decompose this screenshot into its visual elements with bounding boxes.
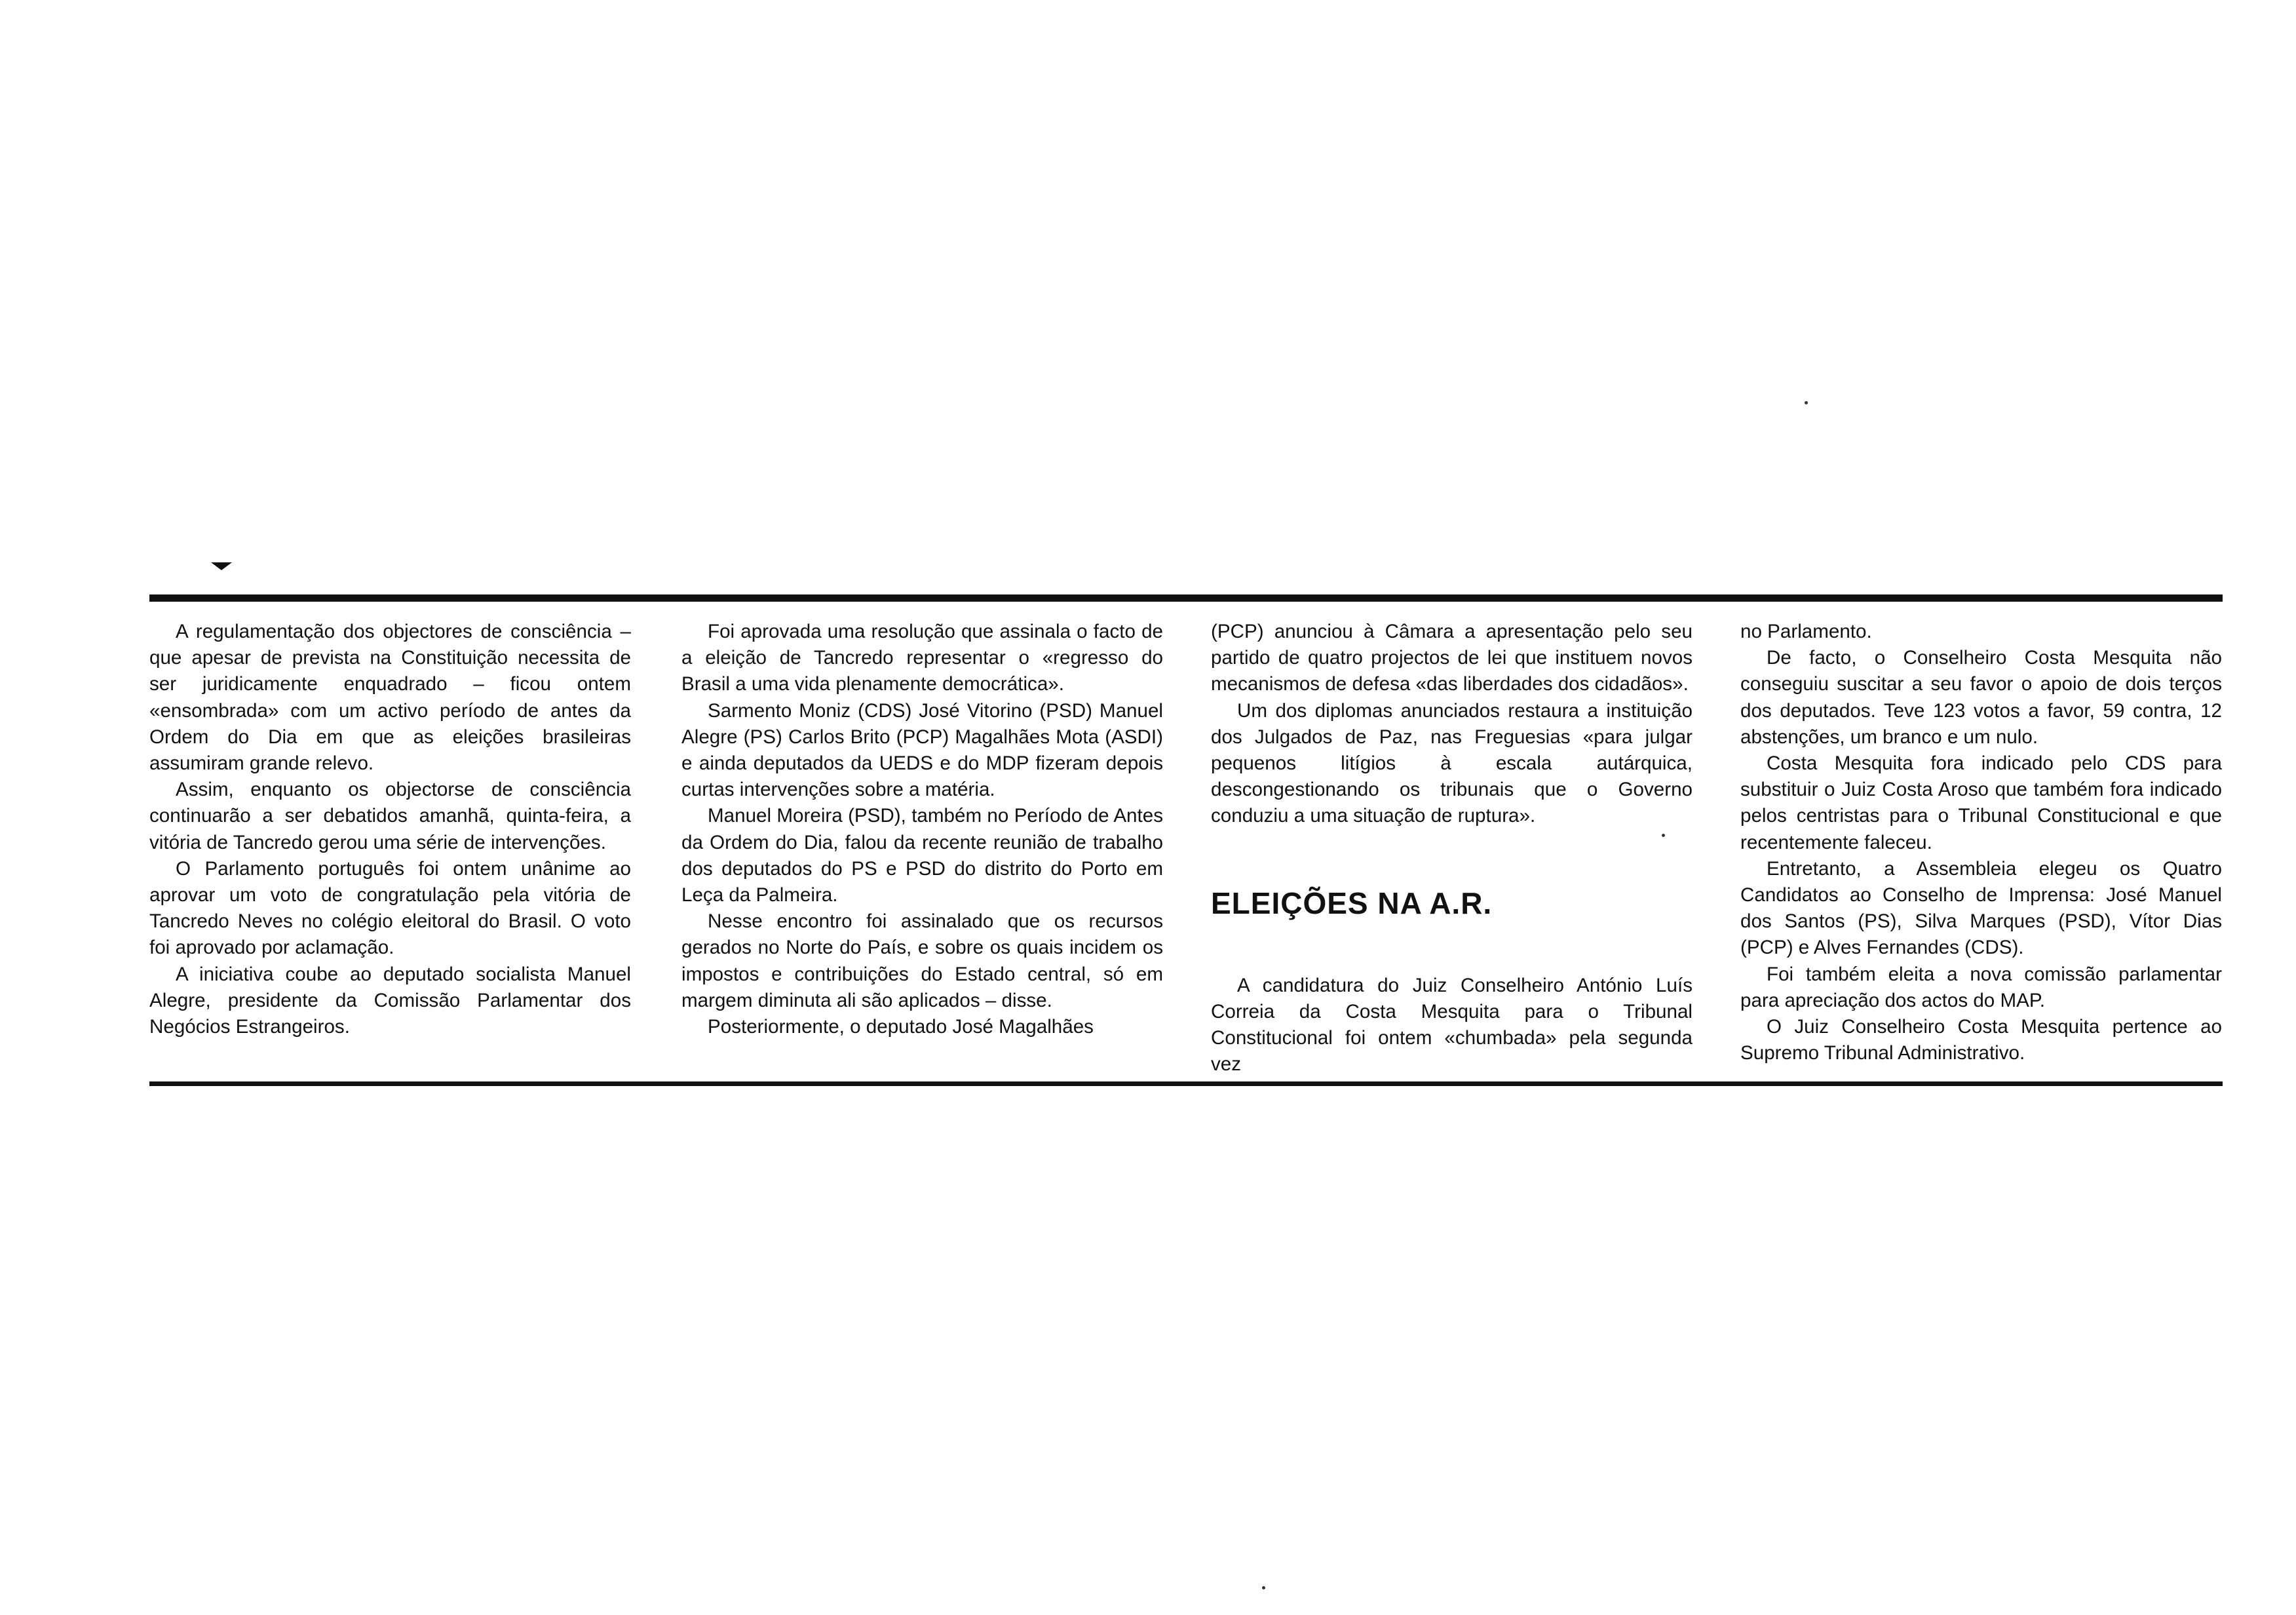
ink-speck <box>1805 401 1808 404</box>
top-rule <box>149 594 2223 602</box>
paragraph: A candidatura do Juiz Conselheiro António Luís Correia da Costa Mesquita para o Tribunal Constitucional foi ontem «chumbada» pela segunda vez <box>1211 974 1693 1076</box>
article-column-4 <box>1740 619 2222 1066</box>
paragraph: Nesse encontro foi assinalado que os recursos gerados no Norte do País, e sobre os quais incidem os impostos e contribuições do Estado central, só em margem diminuta ali são aplicados – disse. <box>681 910 1163 1011</box>
paragraph: Posteriormente, o deputado José Magalhães <box>708 1016 1094 1038</box>
paragraph: Foi aprovada uma resolução que assinala o facto de a eleição de Tancredo representar o «regresso do Brasil a uma vida plenamente democrática». <box>681 621 1163 695</box>
paragraph: O Parlamento português foi ontem unânime ao aprovar um voto de congratulação pela vitória de Tancredo Neves no colégio eleitoral do Brasil. O voto foi aprovado por aclamação. <box>149 857 631 959</box>
paragraph: De facto, o Conselheiro Costa Mesquita não conseguiu suscitar a seu favor o apoio de dois terços dos deputados. Teve 123 votos a favor, 59 contra, 12 abstenções, um branco e um nulo. <box>1740 647 2222 748</box>
paragraph: A regulamentação dos objectores de consciência – que apesar de prevista na Constituição necessita de ser juridicamente enquadrado – ficou ontem «ensombrada» com um activo período de antes da Ordem do Dia em que as eleições brasileiras assumiram grande relevo. <box>149 621 631 775</box>
paragraph: Manuel Moreira (PSD), também no Período de Antes da Ordem do Dia, falou da recente reunião de trabalho dos deputados do PS e PSD do distrito do Porto em Leça da Palmeira. <box>681 805 1163 906</box>
paragraph: Costa Mesquita fora indicado pelo CDS para substituir o Juiz Costa Aroso que também fora indicado pelos centristas para o Tribunal Constitucional e que recentemente faleceu. <box>1740 752 2222 853</box>
paragraph-continuation: (PCP) anunciou à Câmara a apresentação pelo seu partido de quatro projectos de lei que instituem novos mecanismos de defesa «das liberdades dos cidadãos». <box>1211 621 1693 695</box>
paragraph: Entretanto, a Assembleia elegeu os Quatro Candidatos ao Conselho de Imprensa: José Manuel dos Santos (PS), Silva Marques (PSD), Vítor Dias (PCP) e Alves Fernandes (CDS). <box>1740 857 2222 959</box>
paragraph: Sarmento Moniz (CDS) José Vitorino (PSD) Manuel Alegre (PS) Carlos Brito (PCP) Magalhães Mota (ASDI) e ainda deputados da UEDS e do MDP fizeram depois curtas intervenções sobre a matéria. <box>681 699 1163 801</box>
paragraph: Assim, enquanto os objectorse de consciência continuarão a ser debatidos amanhã, quinta-feira, a vitória de Tancredo gerou uma série de intervenções. <box>149 779 631 853</box>
paragraph: Foi também eleita a nova comissão parlamentar para apreciação dos actos do MAP. <box>1740 963 2222 1011</box>
column-marker-arrow <box>211 562 232 570</box>
article-column-2 <box>681 619 1163 1040</box>
section-heading: ELEIÇÕES NA A.R. <box>1211 885 1493 920</box>
paragraph: Um dos diplomas anunciados restaura a instituição dos Julgados de Paz, nas Freguesias «para julgar pequenos litígios à escala autárquica, descongestionando os tribunais que o Governo conduziu a uma situação de ruptura». <box>1211 699 1693 827</box>
paragraph-continuation: no Parlamento. <box>1740 621 1872 642</box>
paragraph: O Juiz Conselheiro Costa Mesquita pertence ao Supremo Tribunal Administrativo. <box>1740 1016 2222 1064</box>
article-column-3 <box>1211 619 1693 1078</box>
article-column-1 <box>149 619 631 1040</box>
bottom-rule <box>149 1081 2223 1086</box>
ink-speck <box>1262 1586 1265 1589</box>
ink-speck <box>1662 834 1665 837</box>
paragraph: A iniciativa coube ao deputado socialista Manuel Alegre, presidente da Comissão Parlamentar dos Negócios Estrangeiros. <box>149 963 631 1038</box>
